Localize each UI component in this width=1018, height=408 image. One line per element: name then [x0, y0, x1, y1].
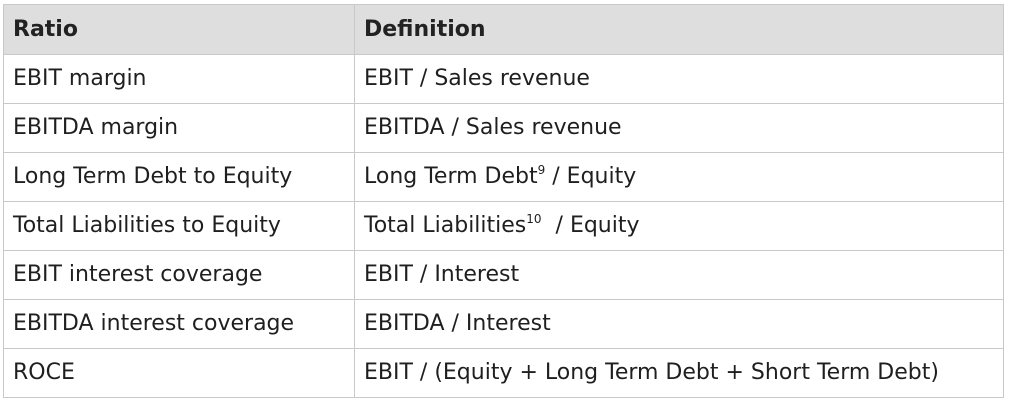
footnote-marker: 10	[526, 212, 542, 226]
definition-cell	[355, 202, 1004, 251]
definition-cell	[355, 153, 1004, 202]
definition-text: / Equity	[545, 164, 637, 189]
ratio-definition-table	[3, 4, 1004, 398]
definition-cell: EBIT / Sales revenue	[355, 55, 1004, 104]
table-row	[4, 55, 1004, 104]
ratio-cell: EBIT interest coverage	[4, 251, 355, 300]
ratio-cell: EBITDA interest coverage	[4, 300, 355, 349]
table-row	[4, 349, 1004, 398]
ratio-cell: Total Liabilities to Equity	[4, 202, 355, 251]
ratio-cell: Long Term Debt to Equity	[4, 153, 355, 202]
table-row	[4, 104, 1004, 153]
table-header-row	[4, 5, 1004, 55]
definition-text: Long Term Debt	[364, 164, 538, 189]
ratio-cell: EBIT margin	[4, 55, 355, 104]
table-row	[4, 202, 1004, 251]
column-header-ratio: Ratio	[4, 5, 355, 55]
definition-text: Total Liabilities	[364, 213, 527, 238]
definition-cell: EBITDA / Interest	[355, 300, 1004, 349]
column-header-definition: Definition	[355, 5, 1004, 55]
definition-cell: EBITDA / Sales revenue	[355, 104, 1004, 153]
ratio-cell: ROCE	[4, 349, 355, 398]
definition-cell: EBIT / Interest	[355, 251, 1004, 300]
table-row	[4, 251, 1004, 300]
definition-cell: EBIT / (Equity + Long Term Debt + Short Term Debt)	[355, 349, 1004, 398]
definition-text: / Equity	[541, 213, 640, 238]
table-row	[4, 153, 1004, 202]
table-row	[4, 300, 1004, 349]
footnote-marker: 9	[537, 163, 546, 177]
ratio-cell: EBITDA margin	[4, 104, 355, 153]
